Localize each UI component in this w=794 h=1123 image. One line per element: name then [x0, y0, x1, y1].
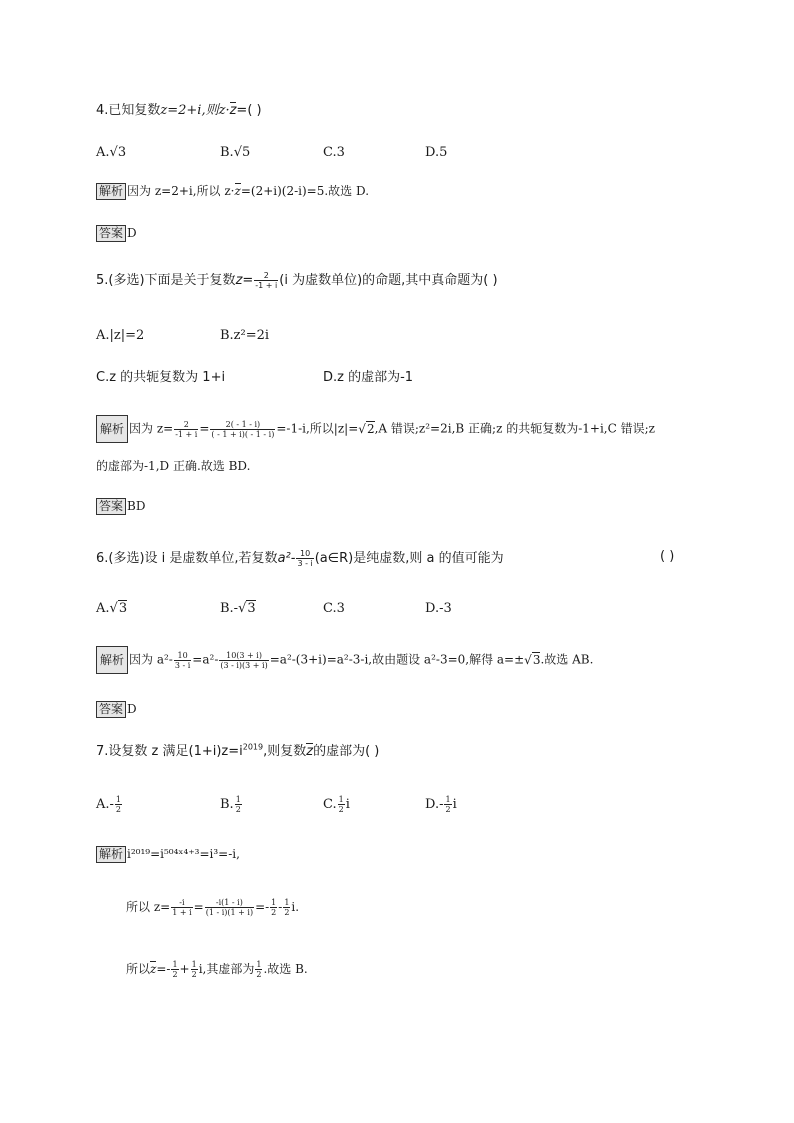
- q5-answer: [96, 498, 145, 515]
- q4-stem-zbar: z: [229, 103, 237, 118]
- q4-analysis-rest: =(2+i)(2-i)=5.故选 D.: [240, 184, 370, 198]
- q4-option-a: A.√3: [96, 145, 127, 160]
- q6-stem-fraction: $\frac{10}{3 - i}$: [297, 549, 313, 568]
- q6-analysis: 解析 因为 a²- $\frac{10}{3 - i}$ =a²- $\frac{10(3 + i)}{(3 - i)(3 + i)}$ =a²-(3+i)=a²-3-i,故由题设 a²-3=0,解得 a=±√3.故选 AB.: [96, 646, 593, 674]
- q5-stem-paren: (i 为虚数单位)的命题,其中真命题为( ): [279, 273, 498, 288]
- q5-option-c: C.z 的共轭复数为 1+i: [96, 370, 226, 385]
- answer-tag: 答案: [96, 701, 126, 718]
- q5-option-a: A.|z|=2: [96, 328, 145, 343]
- q6-stem-a2: a²-: [277, 551, 296, 566]
- q7-analysis-line2: 所以 z= $\frac{-i}{1 + i}$ = $\frac{-i(1 - i)}{(1 - i)(1 + i)}$ =- $\frac{1}{2}$ - $\frac{1}{2}$ i.: [126, 898, 300, 917]
- q6-option-c: C.3: [323, 601, 345, 616]
- q5-answer-value: BD: [127, 499, 146, 513]
- q7-option-d: D.- $\frac{1}{2}$ i: [425, 795, 457, 814]
- q5-option-b: B.z²=2i: [220, 328, 270, 343]
- q5-analysis: 解析 因为 z= $\frac{2}{-1 + i}$ = $\frac{2( - 1 - i)}{( - 1 + i)( - 1 - i)}$ =-1-i,所以|z|=√2,A 错误;z²=2i,B 正确;z 的共轭复数为-1+i,C 错误;z: [96, 415, 655, 443]
- q4-answer: [96, 225, 137, 242]
- q4-stem: [96, 103, 262, 119]
- analysis-tag: 解析: [96, 646, 128, 674]
- q6-answer: [96, 701, 137, 718]
- q6-option-b: B.-√3: [220, 601, 256, 616]
- q7-analysis-line3: 所以z=- $\frac{1}{2}$ + $\frac{1}{2}$ i,其虚部为 $\frac{1}{2}$ .故选 B.: [126, 960, 308, 979]
- q4-option-c: C.3: [323, 145, 345, 160]
- q4-option-b: B.√5: [220, 145, 251, 160]
- q6-answer-value: D: [127, 702, 137, 716]
- q5-stem-fraction: $\frac{2}{-1 + i}$: [255, 271, 278, 290]
- answer-tag: 答案: [96, 498, 126, 515]
- q4-analysis-text: 因为 z=2+i,所以 z·: [127, 184, 235, 198]
- analysis-tag: 解析: [96, 183, 126, 200]
- q4-analysis: [96, 183, 369, 200]
- q5-stem-z: z=: [235, 273, 254, 288]
- q7-stem-exponent: 2019: [242, 742, 264, 752]
- q7-stem-text: 7.设复数 z 满足(1+i)z=i: [96, 744, 243, 759]
- q7-stem-zbar: z: [306, 744, 314, 759]
- answer-tag: 答案: [96, 225, 126, 242]
- analysis-tag: 解析: [96, 415, 128, 443]
- analysis-tag: 解析: [96, 846, 126, 863]
- q5-stem-text: 5.(多选)下面是关于复数: [96, 273, 236, 288]
- q4-answer-value: D: [127, 226, 137, 240]
- q6-stem: [96, 549, 504, 568]
- q4-analysis-zbar: z: [234, 184, 241, 198]
- q6-stem-paren: ( ): [660, 549, 675, 564]
- q7-option-a: A.- $\frac{1}{2}$: [96, 795, 122, 814]
- q7-option-b: B. $\frac{1}{2}$: [220, 795, 241, 814]
- q4-stem-paren: =( ): [236, 103, 262, 118]
- q5-analysis-line2: 的虚部为-1,D 正确.故选 BD.: [96, 459, 251, 473]
- q6-stem-text: 6.(多选)设 i 是虚数单位,若复数: [96, 551, 278, 566]
- q6-option-d: D.-3: [425, 601, 452, 616]
- q4-option-d: D.5: [425, 145, 448, 160]
- q7-option-c: C. $\frac{1}{2}$ i: [323, 795, 350, 814]
- q7-stem: 7.设复数 z 满足$(1+i)z=i^{2019}$,则复数z的虚部为( ): [96, 742, 380, 759]
- q5-stem: [96, 271, 498, 290]
- q7-analysis-line1: i²⁰¹⁹=i⁵⁰⁴ˣ⁴⁺³=i³=-i,: [127, 847, 240, 861]
- q4-stem-text: 4.已知复数: [96, 103, 161, 118]
- q6-option-a: A.√3: [96, 601, 128, 616]
- q4-stem-expr: z=2+i,则z·: [160, 103, 230, 118]
- q5-option-d: D.z 的虚部为-1: [323, 370, 414, 385]
- q6-stem-tail: (a∈R)是纯虚数,则 a 的值可能为: [314, 551, 504, 566]
- q7-analysis: [96, 846, 240, 863]
